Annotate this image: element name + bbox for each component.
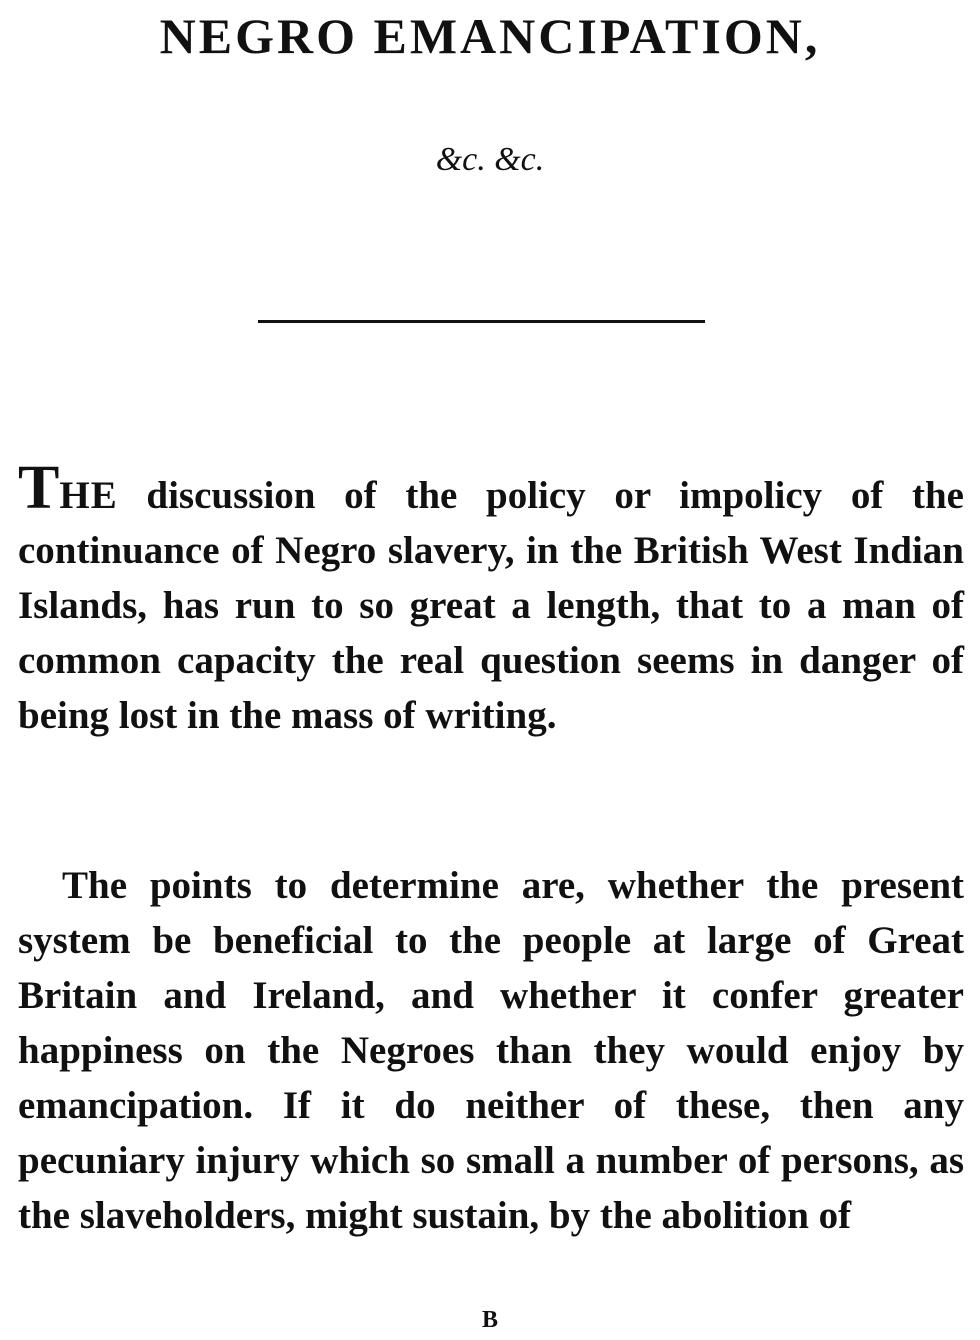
- page-subtitle: &c. &c.: [435, 141, 545, 178]
- paragraph-2-text: The points to determine are, whether the present system be beneficial to the people at large of Great Britain and Ireland, and whether it confer greater happiness on the Negroes than they would enjoy by emancipation. If it do neither of these, then any pecuniary injury which so small a number of persons, as the slaveholders, might sustain, by the abolition of: [18, 864, 964, 1237]
- drop-cap: T: [18, 454, 60, 522]
- page-title: NEGRO EMANCIPATION,: [159, 8, 821, 64]
- paragraph-1-text: discussion of the policy or impolicy of the continuance of Negro slavery, in the British West Indian Islands, has run to so great a length, that to a man of common capacity the real question seems in danger of being lost in the mass of writing.: [18, 474, 964, 737]
- horizontal-rule: [258, 320, 705, 323]
- small-caps-lead: HE: [59, 474, 118, 517]
- signature-mark: B: [481, 1307, 498, 1333]
- paragraph-2: [18, 858, 964, 1243]
- paragraph-1: [18, 454, 964, 743]
